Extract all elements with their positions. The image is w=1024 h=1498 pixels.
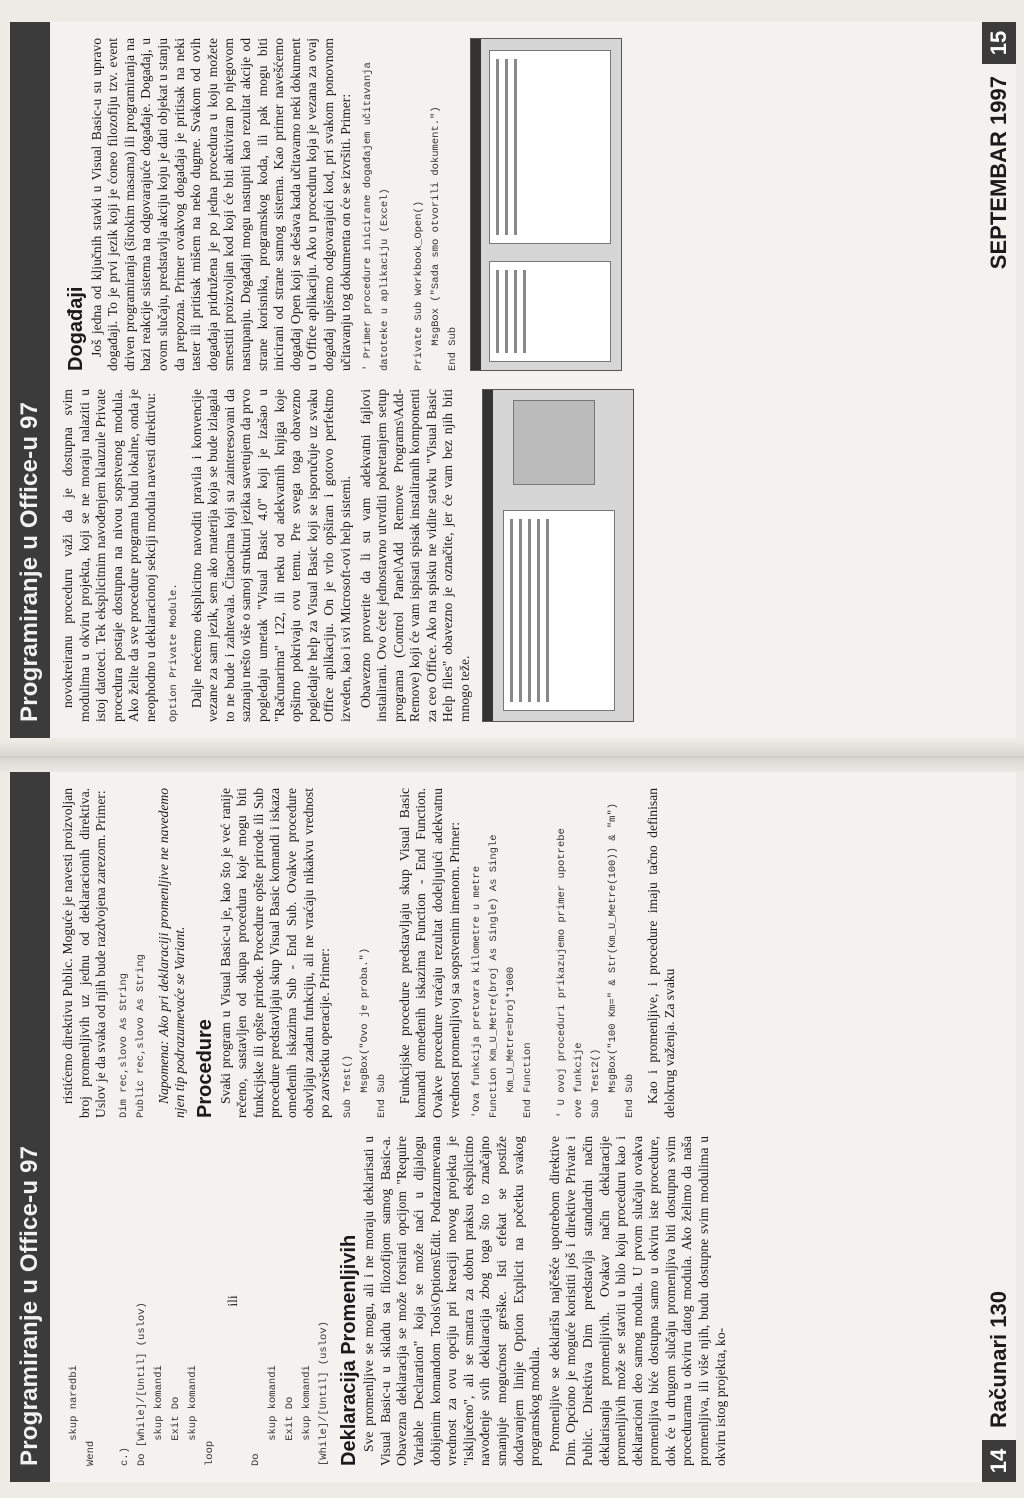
paragraph: Svaki program u Visual Basic-u je, kao što je već ranije rečeno, sastavljen od skupa procedura koje mogu biti funkcijske ili opšte prirode. Procedure opšte prirode ili Sub procedure predstavljaju skup Visual Basic komandi i iskaza omeđenih iskazima Sub - End Sub. Ovakve procedure obavljaju zadatu funkciju, ali ne vraćaju nikakvu vrednost po završetku operacije. Primer: bbox=[217, 788, 333, 1118]
note-paragraph: Napomena: Ako pri deklaraciji promenljive ne navedemo njen tip podrazumevaće se Variant. bbox=[155, 788, 188, 1118]
assistant-image bbox=[513, 400, 595, 485]
magazine-name: Računari 130 bbox=[986, 1291, 1011, 1428]
dialog-pane bbox=[503, 510, 615, 711]
page-footer bbox=[982, 22, 1016, 738]
code-option: Option Private Module. bbox=[167, 583, 180, 722]
section-title: Deklaracija Promenljivih bbox=[337, 1234, 360, 1466]
paragraph: novokreiranu proceduru važi da je dostupna svim modulima u okviru projekta, koji se ne moraju nalaziti u istoj datoteci. Tek eksplicitnim navođenjem klauzule Private procedura postaje dostupna na nivou sopstvenog modula. Ako želite da sve procedure programa budu lokalne, onda je neophodno u deklaracionoj sekciji modula navesti direktivu: bbox=[60, 389, 158, 722]
column-1 bbox=[60, 1136, 972, 1466]
paragraph: Sve promenljive se mogu, ali i ne moraju deklarisati u Visual Basic-u u skladu sa filozofijom samog Basic-a. Obavezna deklaracija se može forsirati opcijom "Require Variable Declaration" koja se može naći u dijalogu dobijenim komandom Tools\Options\Edit. Podrazumevana vrednost za ovu opciju pri kreaciji novog projekta je "isključeno", ali se smatra za dobru praksu eksplicitno navođenje svih deklaracija zbog toga što to značajno smanjuje mogućnost greške. Isti efekat se postiže dodavanjem linije Option Explicit na početku svakog programskog modula. bbox=[361, 1136, 543, 1466]
page-14 bbox=[10, 772, 1016, 1482]
dialog-titlebar bbox=[483, 390, 493, 721]
paragraph: Obavezno proverite da li su vam adekvatni fajlovi instalirani. Ovo ćete jednostavno utvrditi pokretanjem setup programa (Control Panel\Add Remove Programs\Add-Remove) koji će vam ispisati spisak instaliranih komponenti za ceo Office. Ako na spisku ne vidite stavku "Visual Basic Help files" obavezno je označite, jer će vam bez njih biti mnogo teže. bbox=[357, 389, 473, 722]
code-sub: Sub Test() MsgBox("Ovo je proba.") End Sub bbox=[341, 947, 388, 1118]
paragraph: Kao i promenljive, i procedure imaju tačno definisan delokrug važenja. Za svaku bbox=[645, 788, 677, 1118]
paragraph: Još jedna od ključnih stavki u Visual Basic-u su upravo događaji. To je prvi jezik koji je ćoneo filozofiju tzv. event driven programiranja (širokim masama) ili programiranja na bazi reakcije sistema na odgovarajuće događaje. Događaj, u ovom slučaju, predstavlja akciju koju je dati objekat u stanju da prepozna. Primer ovakvog događaja je pritisak na neki taster ili pritisak mišem na neko dugme. Svakom od ovih događaja pridružena je po jedna procedura u koju možete smestiti proizvoljan kod koji će biti aktiviran po njegovom nastupanju. Događaji mogu nastupiti kao rezultat akcije od strane korisnika, programskog koda, ili pak mogu biti inicirani od strane samog sistema. Kao primer navešćemo događaj Open koji se dešava kada učitavamo neki dokument u Office aplikaciju. Ako u proceduru koja je vezana za ovaj događaj upišemo odgovarajući kod, pri svakom ponovnom učitavanju tog dokumenta on će se izvršiti. Primer: bbox=[88, 38, 353, 371]
screenshot-help-dialog bbox=[482, 389, 634, 722]
page-number: 14 bbox=[982, 1440, 1016, 1482]
page-15 bbox=[10, 22, 1016, 738]
code-pane bbox=[489, 50, 611, 244]
page-15-content bbox=[10, 22, 1016, 738]
column-2 bbox=[60, 788, 972, 1118]
paragraph: ristićemo direktivu Public. Moguće je navesti proizvoljan broj promenljivih uz jednu od deklaracionih direktiva. Uslov je da svaka od njih bude razdvojena zarezom. Primer: bbox=[60, 788, 109, 1118]
column-1 bbox=[60, 389, 972, 722]
section-title: Procedure bbox=[193, 1019, 216, 1118]
screenshot-vba-editor bbox=[470, 38, 622, 371]
page-number: 15 bbox=[982, 22, 1016, 64]
page-header: Programiranje u Office-u 97 bbox=[10, 22, 50, 738]
text-columns bbox=[60, 38, 972, 722]
code-loop-2: Do skup komandi Exit Do skup komandi [While]/[Until] (uslov) bbox=[249, 1321, 330, 1466]
section-title: Događaji bbox=[65, 286, 87, 371]
code-event: ' Primer procedure inicirane događajem učitavanja datoteke u aplikaciju (Excel) Private Sub Workbook_Open() MsgBox ("Sada smo otvorili dokument.") End Sub bbox=[362, 62, 460, 371]
ili-text: ili bbox=[225, 1295, 240, 1307]
editor-titlebar bbox=[471, 39, 481, 370]
code-loop: skup naredbi Wend c.) Do [While]/[Until] (uslov) skup komandi Exit Do skup komandi loop bbox=[68, 1302, 216, 1466]
paragraph: Funkcijske procedure predstavljaju skup Visual Basic komandi omeđenih iskazima Function - End Function. Ovakve procedure vraćaju rezultat dodeljujući adekvatnu vrednost promenljivoj sa sopstvenim imenom. Primer: bbox=[396, 788, 462, 1118]
page-14-content bbox=[10, 772, 1016, 1482]
page-header: Programiranje u Office-u 97 bbox=[10, 772, 50, 1482]
code-function: 'Ova funkcija pretvara kilometre u metre Function Km_U_Metre(broj As Single) As Single Km_U_Metre=broj*1000 End Function ' U ovoj proceduri prikazujemo primer upotrebe ove funkcije Sub Test2() MsgBox("100 Km=" & Str(Km_U_Metre(100)) & "m") End Sub bbox=[471, 802, 637, 1118]
page-fold bbox=[0, 740, 1024, 774]
code-dim: Dim rec,slovo As String Public rec,slovo As String bbox=[117, 954, 147, 1118]
project-pane bbox=[489, 261, 611, 362]
paragraph: Dalje nećemo eksplicitno navoditi pravila i konvencije vezane za sam jezik, sem ako materija koja se bude izlagala to ne bude i zahtevala. Čitaocima koji su zainteresovani da saznaju nešto više o samoj strukturi jezika savetujem da prvo pogledaju umetak "Visual Basic 4.0" koji je izašao u "Računarima" 122, ili neku od adekvatnih knjiga koje opširno pokrivaju ovu temu. Pre svega toga obavezno pogledajte help za Visual Basic koji se isporučuje uz svaku Office aplikaciju. On je vrlo opširan i gotovo perfektno izveden, kao i svi Microsoft-ovi help sistemi. bbox=[188, 389, 353, 722]
text-columns bbox=[60, 788, 972, 1466]
column-2 bbox=[60, 38, 972, 371]
magazine-date: SEPTEMBAR 1997 bbox=[986, 76, 1011, 270]
paragraph: Promenljive se deklarišu najčešće upotrebom direktive Dim. Opciono je moguće koristiti još i direktive Private i Public. Direktiva Dim predstavlja standardni način deklarisanja promenljivih. Ovakav način deklaracije promenljivih može se staviti u bilo koju proceduru kao i deklaracioni deo samog modula. U prvom slučaju ovakva promenljiva biće dostupna samo u okviru iste procedure, dok će u drugom slučaju promenljiva biti dostupna svim procedurama u okviru datog modula. Ako želimo da naša promenljiva, ili više njih, budu dostupne svim modulima u okviru istog projekta, ko- bbox=[546, 1136, 728, 1466]
page-footer bbox=[982, 772, 1016, 1482]
